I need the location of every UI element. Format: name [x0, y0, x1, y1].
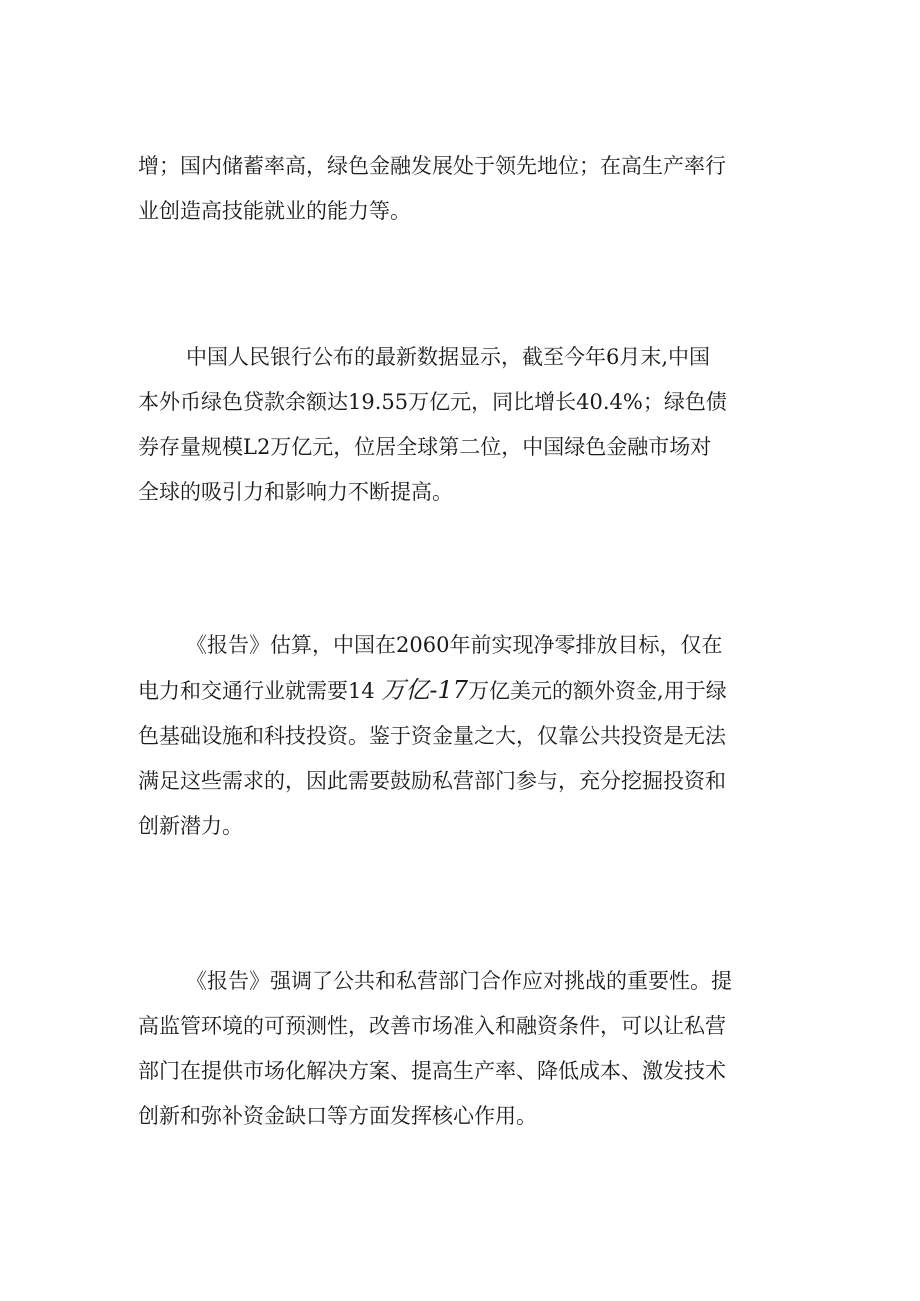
text-line: 券存量规模L2万亿元，位居全球第二位，中国绿色金融市场对 — [138, 435, 712, 459]
text-line: 满足这些需求的，因此需要鼓励私营部门参与，充分挖掘投资和 — [138, 769, 726, 793]
text-line: 部门在提供市场化解决方案、提高生产率、降低成本、激发技术 — [138, 1059, 726, 1083]
italic-text-segment: 万亿-17 — [381, 676, 469, 704]
text-segment: 电力和交通行业就需要14 — [138, 679, 382, 703]
paragraph-4 — [138, 959, 798, 1139]
text-line-mixed — [138, 668, 798, 714]
text-line: 业创造高技能就业的能力等。 — [138, 199, 411, 223]
text-line: 《报告》估算，中国在2060年前实现净零排放目标，仅在 — [186, 633, 723, 657]
text-line: 增；国内储蓄率高，绿色金融发展处于领先地位；在高生产率行 — [138, 154, 726, 178]
text-line: 创新和弥补资金缺口等方面发挥核心作用。 — [138, 1104, 537, 1128]
text-line: 本外币绿色贷款余额达19.55万亿元，同比增长40.4%；绿色债 — [138, 390, 727, 414]
paragraph-2 — [138, 335, 798, 515]
text-segment: 万亿美元的额外资金,用于绿 — [468, 679, 727, 703]
text-line: 中国人民银行公布的最新数据显示，截至今年6月末,中国 — [186, 345, 711, 369]
text-line: 《报告》强调了公共和私营部门合作应对挑战的重要性。提 — [186, 969, 732, 993]
paragraph-3 — [138, 623, 798, 849]
text-line: 全球的吸引力和影响力不断提高。 — [138, 480, 453, 504]
text-line: 色基础设施和科技投资。鉴于资金量之大，仅靠公共投资是无法 — [138, 724, 726, 748]
text-line: 高监管环境的可预测性，改善市场准入和融资条件，可以让私营 — [138, 1014, 726, 1038]
text-line: 创新潜力。 — [138, 814, 243, 838]
paragraph-1 — [138, 144, 798, 234]
